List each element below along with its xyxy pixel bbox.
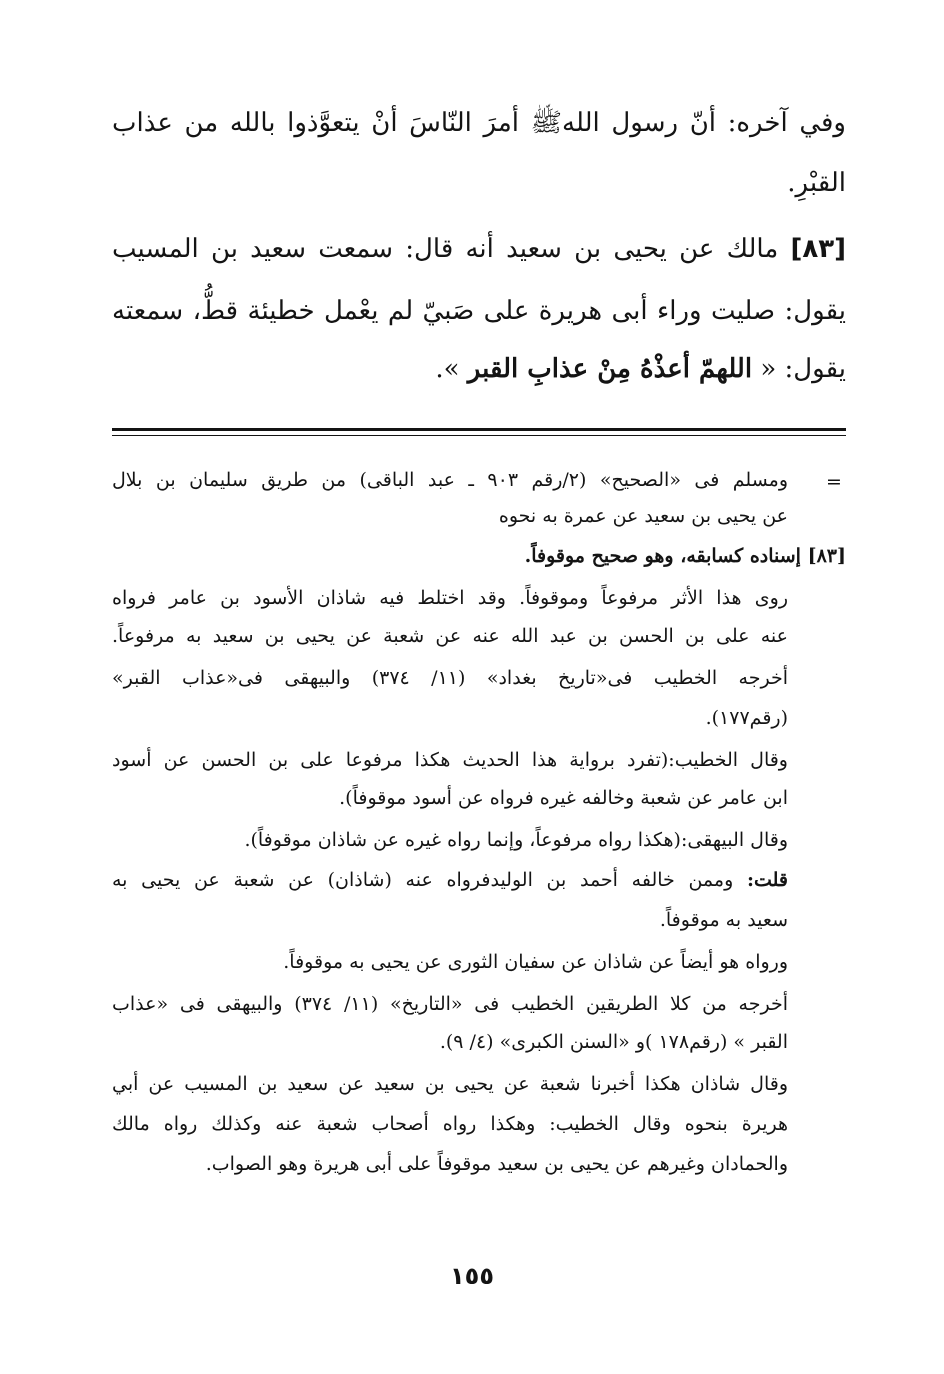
footnote-line: وقال الخطيب:(تفرد برواية هذا الحديث هكذا مرفوعا على بن الحسن عن أسود — [112, 749, 788, 771]
footnote-line: أخرجه من كلا الطريقين الخطيب فى «التاريخ» (١١/ ٣٧٤) والبيهقى فى «عذاب — [112, 993, 788, 1015]
quote-close: ». — [435, 354, 460, 384]
footnote-line: وقال شاذان هكذا أخبرنا شعبة عن يحيى بن سعيد عن سعيد بن المسيب عن أبي — [112, 1073, 788, 1095]
main-text-line: وفي آخره: أنّ رسول اللهﷺ أمرَ النّاسَ أنْ يتعوَّذوا بالله من عذاب — [112, 108, 846, 138]
footnote-line: هريرة بنحوه وقال الخطيب: وهكذا رواه أصحاب شعبة عنه وكذلك رواه مالك — [112, 1113, 788, 1135]
footnote-line: (رقم١٧٧). — [705, 707, 788, 729]
footnote-line — [112, 862, 788, 898]
separator-rule-thick — [112, 428, 846, 431]
dua-text: اللهمّ أعذْهُ مِنْ عذابِ القبر — [467, 354, 753, 384]
footnote-line: والحمادان وغيرهم عن يحيى بن سعيد موقوفاً على أبى هريرة وهو الصواب. — [205, 1153, 788, 1175]
hadith-number: [٨٣] — [790, 234, 846, 264]
page-number: ١٥٥ — [450, 1262, 494, 1290]
footnote-line: عن يحيى بن سعيد عن عمرة به نحوه — [498, 505, 788, 527]
main-text-line — [112, 226, 846, 272]
footnote-line: ومسلم فى «الصحيح» (٢/رقم ٩٠٣ ـ عبد الباقى) من طريق سليمان بن بلال — [112, 469, 789, 491]
main-text-line: القبْرِ. — [787, 168, 846, 198]
footnote-line: ورواه هو أيضاً عن شاذان عن سفيان الثورى عن يحيى به موقوفاً. — [283, 951, 788, 973]
footnote-line: سعيد به موقوفاً. — [659, 909, 788, 931]
footnote-line: وقال البيهقى:(هكذا رواه مرفوعاً، وإنما رواه غيره عن شاذان موقوفاً). — [244, 829, 788, 851]
footnote-line: أخرجه الخطيب فى«تاريخ بغداد» (١١/ ٣٧٤) والبيهقى فى«عذاب القبر» — [112, 667, 788, 689]
footnote-line: روى هذا الأثر مرفوعاً وموقوفاً. وقد اختلط فيه شاذان الأسود بن عامر فرواه — [112, 587, 788, 609]
qultu-label: قلت: — [746, 869, 788, 891]
continuation-marker: = — [826, 471, 842, 493]
footnote-text: وممن خالفه أحمد بن الوليدفرواه عنه (شاذان) عن شعبة عن يحيى به — [112, 869, 734, 891]
separator-rule-thin — [112, 435, 846, 436]
footnote-line: عنه على بن الحسن بن عبد الله عنه عن شعبة عن يحيى بن سعيد به مرفوعاً. — [112, 625, 788, 647]
footnote-heading: [٨٣] إسناده كسابقه، وهو صحيح موقوفاً. — [524, 545, 846, 567]
quote-open: يقول: « — [760, 354, 846, 384]
hadith-text: مالك عن يحيى بن سعيد أنه قال: سمعت سعيد بن المسيب — [112, 234, 779, 264]
main-text-line — [112, 346, 846, 392]
footnote-line: القبر » (رقم١٧٨ )و «السنن الكبرى» (٤/ ٩). — [439, 1031, 788, 1053]
main-text-line: يقول: صليت وراء أبى هريرة على صَبيّ لم يعْمل خطيئة قطُّ، سمعته — [112, 296, 846, 326]
footnote-line: ابن عامر عن شعبة وخالفه غيره فرواه عن أسود موقوفاً). — [339, 787, 788, 809]
